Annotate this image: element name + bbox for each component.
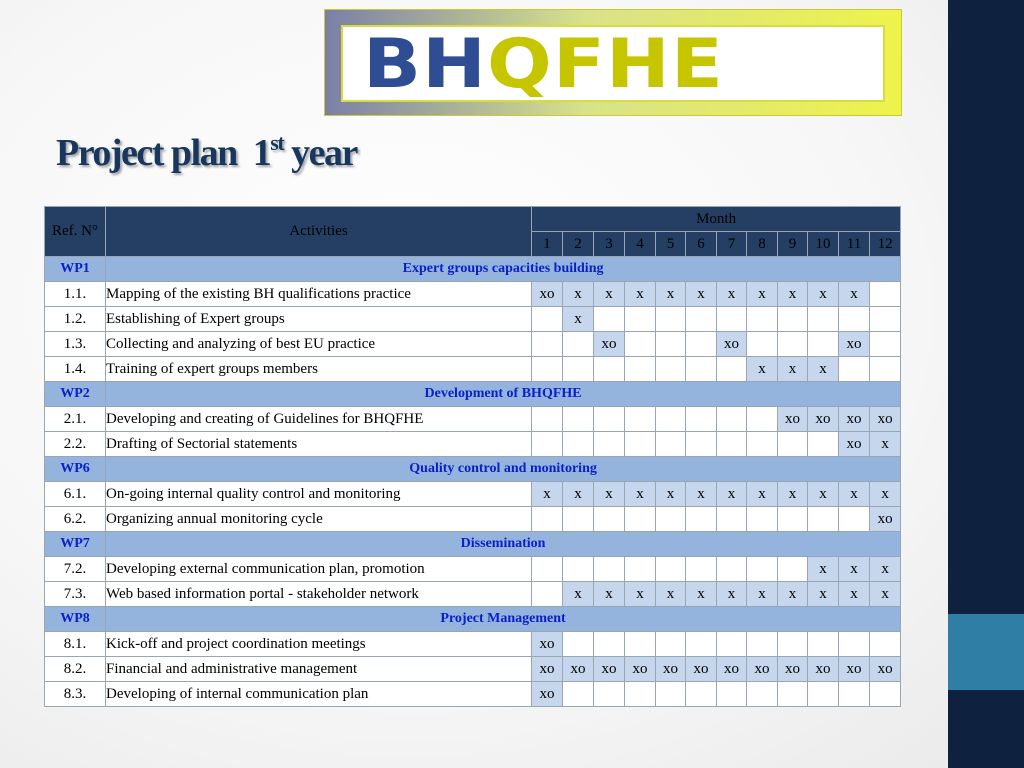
month-mark-cell bbox=[594, 682, 625, 707]
wp-ref-cell: WP6 bbox=[45, 457, 106, 482]
month-mark-cell: xo bbox=[870, 507, 901, 532]
month-mark-cell bbox=[594, 507, 625, 532]
month-mark-cell bbox=[808, 307, 839, 332]
month-mark-cell bbox=[594, 307, 625, 332]
wp-ref-cell: WP8 bbox=[45, 607, 106, 632]
task-row bbox=[45, 432, 901, 457]
wp-title-cell: Project Management bbox=[106, 607, 901, 632]
month-mark-cell: xo bbox=[747, 657, 778, 682]
month-mark-cell bbox=[625, 682, 656, 707]
month-mark-cell bbox=[778, 332, 808, 357]
month-mark-cell: x bbox=[808, 557, 839, 582]
month-header-cell: 8 bbox=[747, 232, 778, 257]
task-activity-cell: Developing of internal communication plan bbox=[106, 682, 532, 707]
month-header-cell: 6 bbox=[686, 232, 717, 257]
month-mark-cell: x bbox=[625, 582, 656, 607]
month-mark-cell bbox=[625, 632, 656, 657]
month-header-cell: 4 bbox=[625, 232, 656, 257]
month-mark-cell bbox=[717, 557, 747, 582]
task-activity-cell: Kick-off and project coordination meetings bbox=[106, 632, 532, 657]
month-mark-cell bbox=[778, 557, 808, 582]
month-mark-cell: xo bbox=[717, 657, 747, 682]
task-row bbox=[45, 582, 901, 607]
month-header-cell: 9 bbox=[778, 232, 808, 257]
task-ref-cell: 6.2. bbox=[45, 507, 106, 532]
month-mark-cell bbox=[563, 407, 594, 432]
month-mark-cell: x bbox=[870, 557, 901, 582]
task-ref-cell: 1.2. bbox=[45, 307, 106, 332]
month-mark-cell bbox=[870, 632, 901, 657]
task-row bbox=[45, 632, 901, 657]
month-header-cell: 7 bbox=[717, 232, 747, 257]
month-mark-cell bbox=[656, 682, 686, 707]
month-mark-cell bbox=[839, 307, 870, 332]
task-ref-cell: 8.2. bbox=[45, 657, 106, 682]
month-mark-cell bbox=[870, 357, 901, 382]
task-row bbox=[45, 407, 901, 432]
month-mark-cell bbox=[686, 432, 717, 457]
month-mark-cell bbox=[717, 307, 747, 332]
month-mark-cell bbox=[717, 432, 747, 457]
task-row bbox=[45, 657, 901, 682]
month-header-cell: 10 bbox=[808, 232, 839, 257]
month-mark-cell: x bbox=[808, 357, 839, 382]
month-mark-cell: xo bbox=[839, 432, 870, 457]
month-mark-cell: x bbox=[594, 582, 625, 607]
header-activities: Activities bbox=[106, 207, 532, 257]
month-mark-cell: xo bbox=[808, 657, 839, 682]
header-ref: Ref. N° bbox=[45, 207, 106, 257]
task-activity-cell: Drafting of Sectorial statements bbox=[106, 432, 532, 457]
month-mark-cell bbox=[563, 432, 594, 457]
month-mark-cell bbox=[839, 682, 870, 707]
work-package-row bbox=[45, 457, 901, 482]
work-package-row bbox=[45, 257, 901, 282]
month-mark-cell: x bbox=[870, 432, 901, 457]
month-mark-cell bbox=[656, 632, 686, 657]
wp-ref-cell: WP2 bbox=[45, 382, 106, 407]
wp-ref-cell: WP7 bbox=[45, 532, 106, 557]
month-mark-cell bbox=[656, 357, 686, 382]
month-mark-cell: xo bbox=[870, 657, 901, 682]
wp-ref-cell: WP1 bbox=[45, 257, 106, 282]
task-ref-cell: 7.2. bbox=[45, 557, 106, 582]
month-mark-cell bbox=[717, 357, 747, 382]
month-mark-cell bbox=[747, 682, 778, 707]
logo-text bbox=[363, 25, 725, 104]
month-mark-cell: xo bbox=[656, 657, 686, 682]
task-ref-cell: 1.3. bbox=[45, 332, 106, 357]
task-row bbox=[45, 682, 901, 707]
logo-inner-panel bbox=[341, 25, 885, 102]
task-ref-cell: 7.3. bbox=[45, 582, 106, 607]
month-mark-cell bbox=[656, 557, 686, 582]
month-mark-cell bbox=[870, 307, 901, 332]
month-mark-cell: x bbox=[563, 282, 594, 307]
month-mark-cell bbox=[747, 332, 778, 357]
month-mark-cell: x bbox=[717, 582, 747, 607]
month-mark-cell bbox=[625, 307, 656, 332]
month-mark-cell: x bbox=[563, 307, 594, 332]
month-header-cell: 5 bbox=[656, 232, 686, 257]
task-row bbox=[45, 332, 901, 357]
month-mark-cell: x bbox=[747, 482, 778, 507]
task-activity-cell: Organizing annual monitoring cycle bbox=[106, 507, 532, 532]
work-package-row bbox=[45, 532, 901, 557]
task-activity-cell: Developing and creating of Guidelines for BHQFHE bbox=[106, 407, 532, 432]
month-mark-cell: x bbox=[778, 282, 808, 307]
month-mark-cell bbox=[686, 682, 717, 707]
month-mark-cell: x bbox=[808, 482, 839, 507]
month-mark-cell: x bbox=[839, 482, 870, 507]
task-row bbox=[45, 482, 901, 507]
month-mark-cell bbox=[532, 307, 563, 332]
month-mark-cell: x bbox=[747, 282, 778, 307]
month-mark-cell bbox=[839, 507, 870, 532]
month-mark-cell: x bbox=[686, 282, 717, 307]
month-mark-cell bbox=[563, 682, 594, 707]
title-ordinal-number: 1 bbox=[252, 132, 271, 174]
month-mark-cell: x bbox=[870, 482, 901, 507]
month-mark-cell: xo bbox=[594, 332, 625, 357]
month-mark-cell bbox=[870, 682, 901, 707]
month-mark-cell bbox=[717, 407, 747, 432]
month-mark-cell bbox=[563, 357, 594, 382]
wp-title-cell: Dissemination bbox=[106, 532, 901, 557]
month-mark-cell bbox=[686, 357, 717, 382]
month-header-cell: 2 bbox=[563, 232, 594, 257]
month-mark-cell bbox=[656, 307, 686, 332]
month-mark-cell bbox=[686, 307, 717, 332]
month-mark-cell bbox=[594, 632, 625, 657]
month-mark-cell bbox=[656, 407, 686, 432]
month-mark-cell: x bbox=[717, 282, 747, 307]
title-tail: year bbox=[291, 132, 357, 174]
month-mark-cell bbox=[747, 407, 778, 432]
month-mark-cell bbox=[808, 682, 839, 707]
month-mark-cell: xo bbox=[532, 282, 563, 307]
task-activity-cell: Establishing of Expert groups bbox=[106, 307, 532, 332]
wp-title-cell: Expert groups capacities building bbox=[106, 257, 901, 282]
month-mark-cell: x bbox=[686, 482, 717, 507]
title-ordinal-suffix: st bbox=[270, 130, 284, 155]
task-ref-cell: 8.3. bbox=[45, 682, 106, 707]
month-mark-cell bbox=[747, 307, 778, 332]
month-mark-cell bbox=[778, 432, 808, 457]
month-mark-cell bbox=[563, 632, 594, 657]
month-mark-cell bbox=[563, 557, 594, 582]
month-mark-cell: x bbox=[839, 557, 870, 582]
month-mark-cell bbox=[625, 407, 656, 432]
work-package-row bbox=[45, 607, 901, 632]
task-row bbox=[45, 557, 901, 582]
month-mark-cell bbox=[625, 332, 656, 357]
month-mark-cell bbox=[686, 332, 717, 357]
month-mark-cell bbox=[625, 357, 656, 382]
month-mark-cell bbox=[532, 432, 563, 457]
month-mark-cell: xo bbox=[532, 632, 563, 657]
task-ref-cell: 1.1. bbox=[45, 282, 106, 307]
task-activity-cell: Developing external communication plan, promotion bbox=[106, 557, 532, 582]
month-mark-cell bbox=[563, 507, 594, 532]
month-mark-cell bbox=[839, 357, 870, 382]
month-header-cell: 12 bbox=[870, 232, 901, 257]
month-mark-cell: xo bbox=[563, 657, 594, 682]
wp-title-cell: Quality control and monitoring bbox=[106, 457, 901, 482]
month-mark-cell bbox=[594, 357, 625, 382]
task-activity-cell: Collecting and analyzing of best EU practice bbox=[106, 332, 532, 357]
month-mark-cell bbox=[778, 632, 808, 657]
sidebar-accent-block bbox=[948, 614, 1024, 690]
month-mark-cell: x bbox=[808, 282, 839, 307]
task-activity-cell: Financial and administrative management bbox=[106, 657, 532, 682]
month-mark-cell: x bbox=[532, 482, 563, 507]
month-mark-cell bbox=[532, 332, 563, 357]
month-mark-cell: x bbox=[594, 282, 625, 307]
month-mark-cell: x bbox=[839, 282, 870, 307]
month-mark-cell: x bbox=[839, 582, 870, 607]
month-mark-cell bbox=[717, 682, 747, 707]
task-ref-cell: 1.4. bbox=[45, 357, 106, 382]
month-mark-cell: xo bbox=[686, 657, 717, 682]
month-mark-cell bbox=[808, 632, 839, 657]
month-mark-cell: x bbox=[808, 582, 839, 607]
month-mark-cell: xo bbox=[839, 332, 870, 357]
month-mark-cell bbox=[656, 332, 686, 357]
task-activity-cell: Training of expert groups members bbox=[106, 357, 532, 382]
month-mark-cell bbox=[747, 557, 778, 582]
month-mark-cell: x bbox=[656, 282, 686, 307]
month-mark-cell: xo bbox=[870, 407, 901, 432]
month-mark-cell bbox=[870, 332, 901, 357]
slide-title bbox=[56, 128, 357, 178]
month-mark-cell bbox=[686, 632, 717, 657]
month-mark-cell: xo bbox=[625, 657, 656, 682]
month-header-cell: 3 bbox=[594, 232, 625, 257]
task-ref-cell: 6.1. bbox=[45, 482, 106, 507]
wp-title-cell: Development of BHQFHE bbox=[106, 382, 901, 407]
task-ref-cell: 2.2. bbox=[45, 432, 106, 457]
task-row bbox=[45, 282, 901, 307]
task-row bbox=[45, 507, 901, 532]
month-mark-cell bbox=[870, 282, 901, 307]
month-mark-cell bbox=[594, 557, 625, 582]
month-mark-cell bbox=[778, 307, 808, 332]
month-mark-cell bbox=[747, 507, 778, 532]
bhqfhe-logo bbox=[324, 9, 902, 116]
header-month: Month bbox=[532, 207, 901, 232]
month-mark-cell: x bbox=[625, 482, 656, 507]
month-mark-cell: xo bbox=[839, 657, 870, 682]
month-mark-cell bbox=[532, 557, 563, 582]
task-row bbox=[45, 307, 901, 332]
month-mark-cell bbox=[625, 507, 656, 532]
month-mark-cell: xo bbox=[717, 332, 747, 357]
month-mark-cell bbox=[808, 507, 839, 532]
month-mark-cell: x bbox=[563, 582, 594, 607]
month-mark-cell: xo bbox=[839, 407, 870, 432]
month-mark-cell bbox=[686, 557, 717, 582]
table-body bbox=[45, 257, 901, 707]
month-mark-cell bbox=[594, 407, 625, 432]
month-mark-cell: xo bbox=[778, 657, 808, 682]
month-mark-cell: x bbox=[778, 357, 808, 382]
month-mark-cell: x bbox=[656, 482, 686, 507]
month-mark-cell: xo bbox=[532, 682, 563, 707]
task-ref-cell: 2.1. bbox=[45, 407, 106, 432]
logo-part-bh: BH bbox=[363, 25, 488, 104]
month-mark-cell bbox=[808, 332, 839, 357]
month-mark-cell bbox=[747, 632, 778, 657]
month-mark-cell bbox=[778, 682, 808, 707]
month-mark-cell bbox=[686, 407, 717, 432]
task-ref-cell: 8.1. bbox=[45, 632, 106, 657]
project-plan-table bbox=[44, 206, 901, 707]
month-mark-cell bbox=[656, 507, 686, 532]
title-main: Project plan bbox=[56, 132, 237, 174]
month-mark-cell: x bbox=[656, 582, 686, 607]
month-mark-cell: x bbox=[778, 482, 808, 507]
task-activity-cell: Mapping of the existing BH qualifications practice bbox=[106, 282, 532, 307]
month-mark-cell: x bbox=[594, 482, 625, 507]
month-mark-cell bbox=[717, 507, 747, 532]
logo-part-qfhe: QFHE bbox=[487, 25, 725, 104]
month-mark-cell bbox=[532, 582, 563, 607]
month-mark-cell bbox=[532, 507, 563, 532]
task-activity-cell: Web based information portal - stakeholder network bbox=[106, 582, 532, 607]
month-mark-cell bbox=[625, 557, 656, 582]
month-mark-cell: xo bbox=[594, 657, 625, 682]
month-mark-cell: x bbox=[717, 482, 747, 507]
month-mark-cell bbox=[532, 407, 563, 432]
month-mark-cell bbox=[625, 432, 656, 457]
month-mark-cell: x bbox=[747, 582, 778, 607]
month-header-cell: 1 bbox=[532, 232, 563, 257]
month-mark-cell bbox=[717, 632, 747, 657]
work-package-row bbox=[45, 382, 901, 407]
task-activity-cell: On-going internal quality control and monitoring bbox=[106, 482, 532, 507]
month-mark-cell bbox=[656, 432, 686, 457]
month-mark-cell bbox=[747, 432, 778, 457]
month-mark-cell bbox=[594, 432, 625, 457]
month-mark-cell: x bbox=[778, 582, 808, 607]
month-mark-cell bbox=[532, 357, 563, 382]
table-header bbox=[45, 207, 901, 257]
month-mark-cell: x bbox=[563, 482, 594, 507]
month-mark-cell: x bbox=[747, 357, 778, 382]
month-mark-cell: x bbox=[625, 282, 656, 307]
month-mark-cell: x bbox=[686, 582, 717, 607]
month-mark-cell: x bbox=[870, 582, 901, 607]
task-row bbox=[45, 357, 901, 382]
month-mark-cell bbox=[563, 332, 594, 357]
month-mark-cell: xo bbox=[778, 407, 808, 432]
month-mark-cell bbox=[839, 632, 870, 657]
month-mark-cell bbox=[686, 507, 717, 532]
month-mark-cell: xo bbox=[532, 657, 563, 682]
month-header-cell: 11 bbox=[839, 232, 870, 257]
month-mark-cell: xo bbox=[808, 407, 839, 432]
month-mark-cell bbox=[778, 507, 808, 532]
month-mark-cell bbox=[808, 432, 839, 457]
